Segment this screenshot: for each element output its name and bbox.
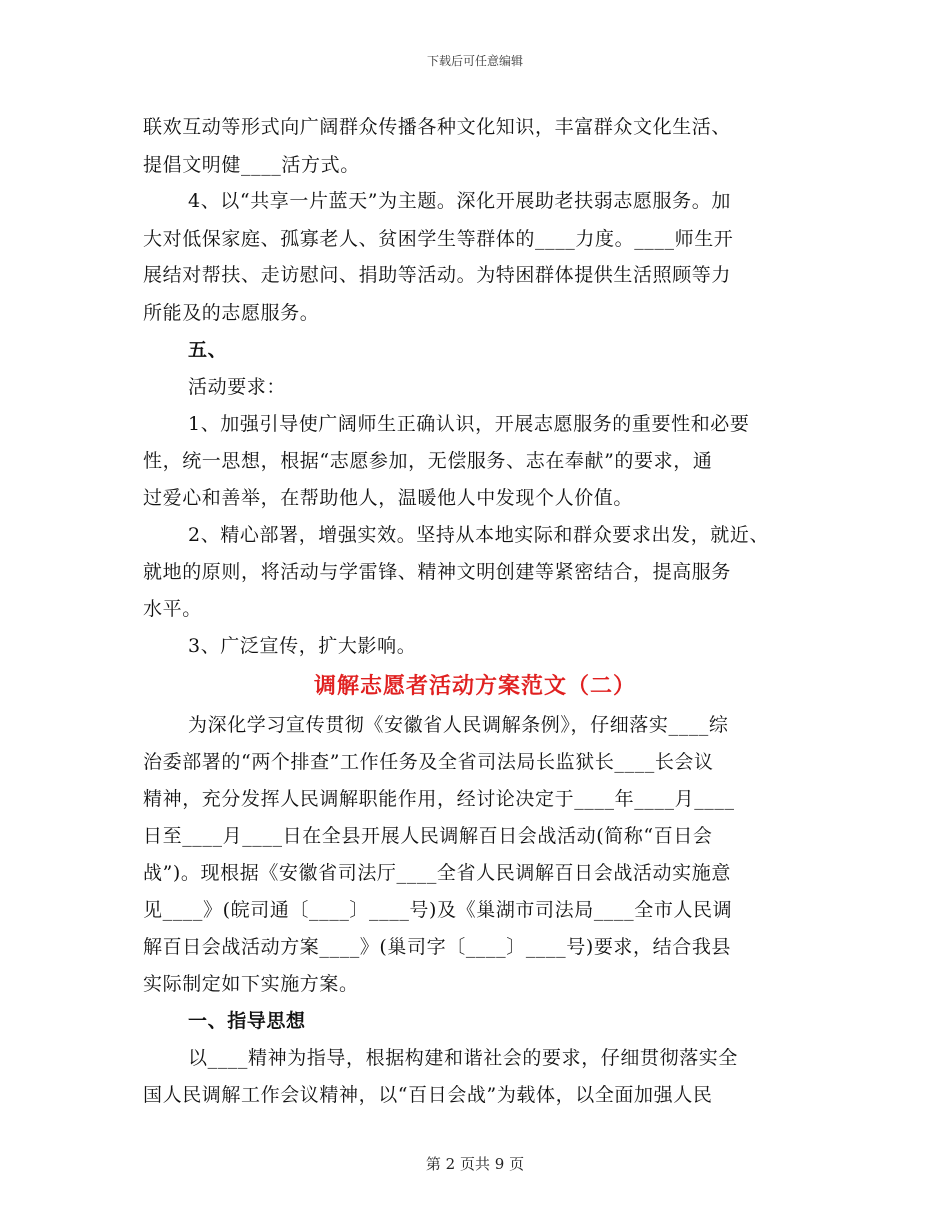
body-line: 大对低保家庭、孤寡老人、贫困学生等群体的____力度。____师生开 xyxy=(143,228,734,250)
body-line: 日至____月____日在全县开展人民调解百日会战活动(简称“百日会 xyxy=(143,825,713,847)
body-line: 精神，充分发挥人民调解职能作用，经讨论决定于____年____月____ xyxy=(143,788,735,810)
body-line: 见____》(皖司通〔____〕____号)及《巢湖市司法局____全市人民调 xyxy=(143,899,733,921)
body-line: 就地的原则，将活动与学雷锋、精神文明创建等紧密结合，提高服务 xyxy=(143,561,732,583)
body-line: 3、广泛宣传，扩大影响。 xyxy=(188,635,417,657)
body-line: 水平。 xyxy=(143,598,202,620)
body-line: 2、精心部署，增强实效。坚持从本地实际和群众要求出发，就近、 xyxy=(188,524,770,546)
section-heading: 一、指导思想 xyxy=(188,1010,306,1032)
body-line: 解百日会战活动方案____》(巢司字〔____〕____号)要求，结合我县 xyxy=(143,936,732,958)
section-heading: 五、 xyxy=(188,339,228,361)
body-line: 所能及的志愿服务。 xyxy=(143,302,320,324)
body-line: 联欢互动等形式向广阔群众传播各种文化知识，丰富群众文化生活、 xyxy=(143,116,732,138)
document-title: 调解志愿者活动方案范文（二） xyxy=(313,673,636,699)
body-line: 性，统一思想，根据“志愿参加，无偿服务、志在奉献”的要求，通 xyxy=(143,450,713,472)
body-line: 为深化学习宣传贯彻《安徽省人民调解条例》，仔细落实____综 xyxy=(188,714,729,736)
body-line: 过爱心和善举，在帮助他人，温暖他人中发现个人价值。 xyxy=(143,487,634,509)
body-line: 1、加强引导使广阔师生正确认识，开展志愿服务的重要性和必要 xyxy=(188,413,750,435)
body-line: 以____精神为指导，根据构建和谐社会的要求，仔细贯彻落实全 xyxy=(188,1047,739,1069)
page-number: 第 2 页共 9 页 xyxy=(425,1155,525,1173)
body-line: 展结对帮扶、走访慰问、捐助等活动。为特困群体提供生活照顾等力 xyxy=(143,264,732,286)
page-header: 下载后可任意编辑 xyxy=(426,54,523,68)
body-line: 国人民调解工作会议精神，以“百日会战”为载体，以全面加强人民 xyxy=(143,1084,713,1106)
body-line: 提倡文明健____活方式。 xyxy=(143,154,360,176)
body-line: 4、以“共享一片蓝天”为主题。深化开展助老扶弱志愿服务。加 xyxy=(188,190,731,212)
body-line: 治委部署的“两个排查”工作任务及全省司法局长监狱长____长会议 xyxy=(143,751,714,773)
body-line: 活动要求： xyxy=(188,376,287,398)
body-line: 实际制定如下实施方案。 xyxy=(143,973,359,995)
body-line: 战”)。现根据《安徽省司法厅____全省人民调解百日会战活动实施意 xyxy=(143,862,731,884)
